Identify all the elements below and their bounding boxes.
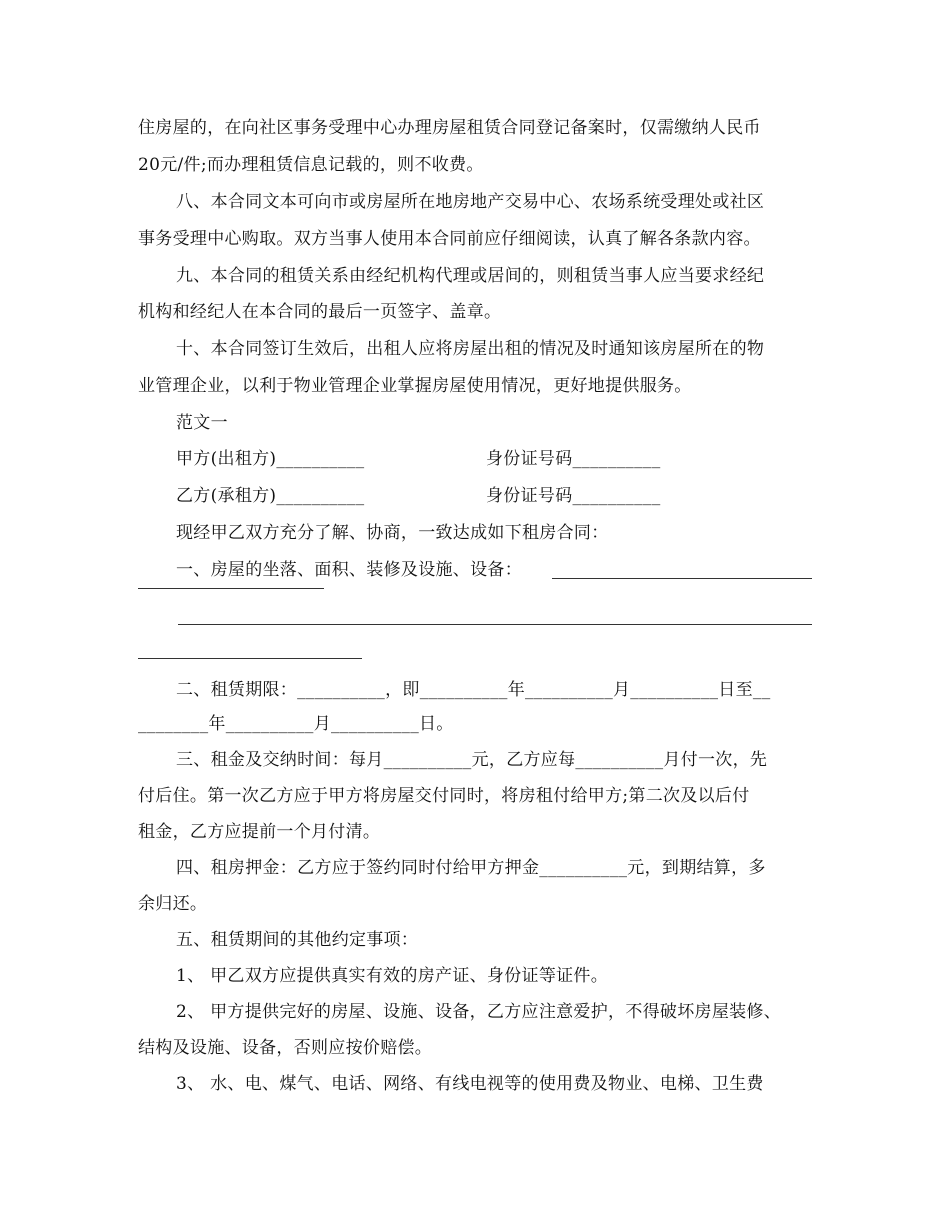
paragraph-line: 业管理企业，以利于物业管理企业掌握房屋使用情况，更好地提供服务。 bbox=[138, 376, 692, 396]
paragraph-line: 付后住。第一次乙方应于甲方将房屋交付同时，将房租付给甲方;第二次及以后付 bbox=[138, 786, 750, 806]
lessor-field: 甲方(出租方)__________ bbox=[176, 449, 365, 469]
paragraph-line: 结构及设施、设备，否则应按价赔偿。 bbox=[138, 1038, 433, 1058]
paragraph-line: 事务受理中心购取。双方当事人使用本合同前应仔细阅读，认真了解各条款内容。 bbox=[138, 229, 761, 249]
paragraph-line: 余归还。 bbox=[138, 894, 208, 914]
paragraph-line: ________年__________月__________日。 bbox=[138, 714, 454, 734]
blank-fill-line bbox=[552, 578, 812, 579]
clause-term: 二、租赁期限：__________，即__________年__________月__________日至__ bbox=[176, 680, 771, 700]
blank-fill-line bbox=[138, 588, 324, 589]
list-item: 3、 水、电、煤气、电话、网络、有线电视等的使用费及物业、电梯、卫生费 bbox=[176, 1074, 764, 1094]
blank-fill-line bbox=[178, 624, 812, 625]
clause-rent: 三、租金及交纳时间：每月__________元，乙方应每__________月付一次，先 bbox=[176, 750, 768, 770]
paragraph-line: 租金，乙方应提前一个月付清。 bbox=[138, 822, 381, 842]
clause-deposit: 四、租房押金：乙方应于签约同时付给甲方押金__________元，到期结算，多 bbox=[176, 858, 766, 878]
list-item: 2、 甲方提供完好的房屋、设施、设备，乙方应注意爱护，不得破坏房屋装修、 bbox=[176, 1002, 782, 1022]
paragraph-line: 九、本合同的租赁关系由经纪机构代理或居间的，则租赁当事人应当要求经纪 bbox=[176, 266, 765, 286]
paragraph-line: 现经甲乙双方充分了解、协商，一致达成如下租房合同： bbox=[176, 523, 609, 543]
lessee-id-field: 身份证号码__________ bbox=[486, 486, 661, 506]
clause-location: 一、房屋的坐落、面积、装修及设施、设备： bbox=[176, 560, 522, 580]
lessee-field: 乙方(承租方)__________ bbox=[176, 486, 365, 506]
list-item: 1、 甲乙双方应提供真实有效的房产证、身份证等证件。 bbox=[176, 966, 609, 986]
paragraph-line: 20元/件;而办理租赁信息记载的，则不收费。 bbox=[138, 155, 484, 175]
section-heading: 范文一 bbox=[176, 413, 228, 433]
paragraph-line: 十、本合同签订生效后，出租人应将房屋出租的情况及时通知该房屋所在的物 bbox=[176, 339, 765, 359]
clause-other: 五、租赁期间的其他约定事项： bbox=[176, 930, 419, 950]
blank-fill-line bbox=[138, 658, 362, 659]
paragraph-line: 住房屋的，在向社区事务受理中心办理房屋租赁合同登记备案时，仅需缴纳人民币 bbox=[138, 118, 761, 138]
paragraph-line: 八、本合同文本可向市或房屋所在地房地产交易中心、农场系统受理处或社区 bbox=[176, 192, 765, 212]
paragraph-line: 机构和经纪人在本合同的最后一页签字、盖章。 bbox=[138, 302, 502, 322]
lessor-id-field: 身份证号码__________ bbox=[486, 449, 661, 469]
